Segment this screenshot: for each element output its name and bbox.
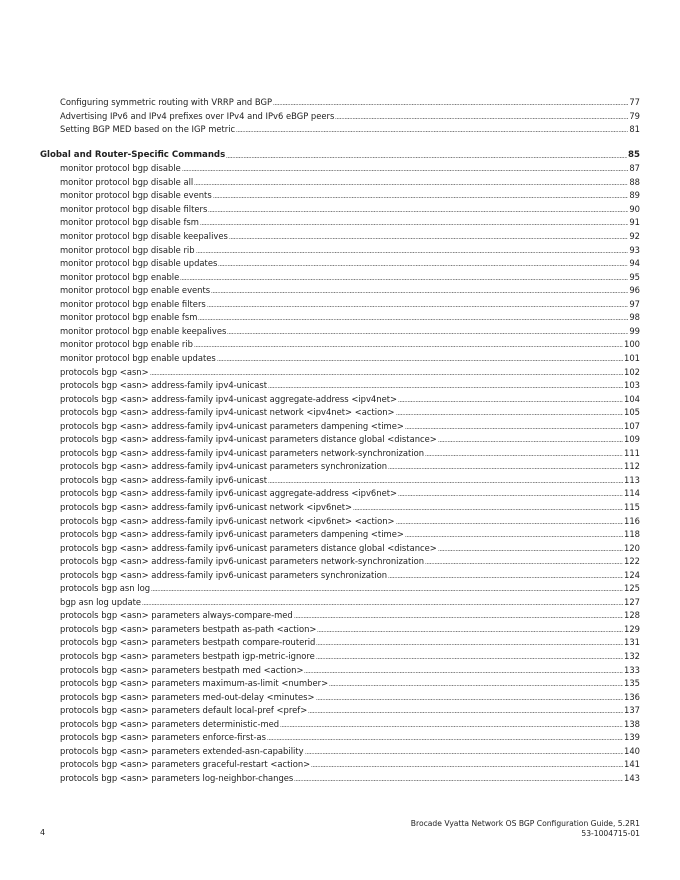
footer-guide-title: Brocade Vyatta Network OS BGP Configuration Guide, 5.2R1 (410, 819, 640, 828)
toc-entry-page: 140 (624, 745, 640, 756)
toc-entry[interactable] (60, 663, 640, 676)
toc-entry[interactable] (60, 568, 640, 581)
toc-entry[interactable] (60, 649, 640, 662)
dot-leader (425, 454, 623, 457)
toc-entry-title: Setting BGP MED based on the IGP metric (60, 124, 236, 135)
toc-entry-title: protocols bgp <asn> (60, 366, 149, 377)
toc-entry-page: 105 (624, 407, 640, 418)
toc-entry[interactable] (60, 500, 640, 513)
toc-entry-page: 91 (629, 217, 640, 228)
toc-entry-title: monitor protocol bgp disable rib (60, 244, 195, 255)
toc-entry-page: 104 (624, 393, 640, 404)
dot-leader (398, 400, 623, 403)
toc-entry-page: 99 (629, 325, 640, 336)
toc-entry-title: protocols bgp <asn> parameters deterministic-med (60, 718, 280, 729)
toc-entry[interactable] (60, 541, 640, 554)
toc-entry-page: 133 (624, 664, 640, 675)
dot-leader (207, 305, 629, 308)
toc-entry-title: protocols bgp <asn> address-family ipv4-unicast parameters network-synchronization (60, 447, 425, 458)
toc-entry[interactable] (60, 744, 640, 757)
toc-entry[interactable] (60, 109, 640, 122)
toc-entry[interactable] (60, 283, 640, 296)
dot-leader (268, 386, 623, 389)
dot-leader (236, 130, 628, 133)
toc-entry-title: monitor protocol bgp disable all (60, 176, 194, 187)
toc-entry[interactable] (60, 243, 640, 256)
toc-entry[interactable] (60, 297, 640, 310)
toc-entry-page: 120 (624, 542, 640, 553)
dot-leader (150, 373, 623, 376)
dot-leader (316, 643, 623, 646)
toc-entry-page: 136 (624, 691, 640, 702)
toc-entry[interactable] (60, 122, 640, 135)
toc-entry-page: 96 (629, 285, 640, 296)
toc-entry-title: monitor protocol bgp disable updates (60, 258, 218, 269)
toc-entry-page: 90 (629, 203, 640, 214)
toc-entry-title: protocols bgp <asn> parameters med-out-delay <minutes> (60, 691, 315, 702)
toc-entry-page: 131 (624, 637, 640, 648)
toc-entry-page: 85 (628, 149, 640, 160)
dot-leader (405, 535, 623, 538)
toc-entry[interactable] (60, 229, 640, 242)
toc-entry-page: 102 (624, 366, 640, 377)
dot-leader (182, 169, 629, 172)
toc-entry-title: protocols bgp <asn> parameters enforce-first-as (60, 732, 266, 743)
toc-entry[interactable] (60, 676, 640, 689)
dot-leader (317, 630, 623, 633)
toc-entry-page: 87 (629, 163, 640, 174)
toc-entry-page: 97 (629, 298, 640, 309)
toc-entry-title: protocols bgp <asn> parameters bestpath as-path <action> (60, 623, 317, 634)
toc-entry[interactable] (60, 256, 640, 269)
toc-entry[interactable] (60, 161, 640, 174)
toc-entry-page: 138 (624, 718, 640, 729)
toc-entry-title: monitor protocol bgp disable (60, 163, 181, 174)
toc-entry-title: protocols bgp <asn> address-family ipv6-unicast parameters synchronization (60, 569, 388, 580)
dot-leader (294, 616, 623, 619)
toc-entry-page: 132 (624, 651, 640, 661)
dot-leader (388, 467, 623, 470)
toc-entry[interactable] (60, 419, 640, 432)
toc-entry-title: monitor protocol bgp disable fsm (60, 217, 199, 228)
toc-entry[interactable] (60, 703, 640, 716)
toc-entry[interactable] (60, 554, 640, 567)
dot-leader (229, 237, 628, 240)
toc-entry[interactable] (60, 730, 640, 743)
dot-leader (267, 738, 623, 741)
toc-entry[interactable] (60, 514, 640, 527)
dot-leader (398, 494, 623, 497)
dot-leader (208, 210, 628, 213)
toc-entry[interactable] (60, 310, 640, 323)
dot-leader (227, 332, 628, 335)
dot-leader (353, 508, 623, 511)
toc-entry-title: protocols bgp <asn> address-family ipv6-unicast aggregate-address <ipv6net> (60, 488, 398, 499)
dot-leader (151, 589, 623, 592)
dot-leader (316, 657, 623, 660)
toc-entry-title: protocols bgp <asn> address-family ipv4-unicast (60, 380, 268, 390)
toc-entry[interactable] (60, 432, 640, 445)
toc-entry[interactable] (60, 595, 640, 608)
toc-entry-title: protocols bgp <asn> address-family ipv6-unicast network <ipv6net> (60, 502, 353, 512)
dot-leader (438, 440, 623, 443)
toc-entry-page: 115 (624, 502, 640, 512)
toc-entry[interactable] (60, 405, 640, 418)
toc-entry-title: monitor protocol bgp disable events (60, 190, 212, 201)
toc-entry[interactable] (60, 365, 640, 378)
toc-entry-title: protocols bgp <asn> parameters graceful-restart <action> (60, 759, 311, 770)
toc-entry-page: 109 (624, 434, 640, 445)
toc-entry-title: protocols bgp <asn> address-family ipv4-unicast network <ipv4net> <action> (60, 407, 395, 418)
dot-leader (311, 765, 623, 768)
toc-entry[interactable] (60, 527, 640, 540)
toc-entry-page: 114 (624, 488, 640, 499)
toc-entry-page: 89 (629, 190, 640, 201)
dot-leader (211, 291, 628, 294)
dot-leader (335, 117, 628, 120)
toc-entry[interactable] (60, 473, 640, 486)
toc-entry-title: protocols bgp <asn> address-family ipv6-unicast parameters dampening <time> (60, 529, 404, 540)
toc-entry-title: monitor protocol bgp enable fsm (60, 312, 198, 323)
toc-entry-title: protocols bgp <asn> parameters extended-asn-capability (60, 745, 304, 756)
toc-entry[interactable] (60, 95, 640, 108)
toc-entry-page: 94 (629, 258, 640, 269)
toc-entry-page: 122 (624, 556, 640, 567)
toc-entry-title: monitor protocol bgp enable events (60, 285, 211, 296)
toc-section-entry[interactable] (40, 148, 640, 161)
toc-entry-title: protocols bgp <asn> address-family ipv4-unicast aggregate-address <ipv4net> (60, 393, 398, 404)
toc-entry-page: 88 (629, 176, 640, 187)
dot-leader (438, 549, 623, 552)
toc-entry-title: monitor protocol bgp enable (60, 271, 180, 282)
dot-leader (194, 345, 623, 348)
toc-entry-page: 137 (624, 705, 640, 716)
toc-entry-title: monitor protocol bgp enable filters (60, 298, 206, 309)
dot-leader (308, 711, 623, 714)
dot-leader (180, 278, 628, 281)
dot-leader (316, 698, 623, 701)
dot-leader (405, 427, 623, 430)
dot-leader (396, 413, 623, 416)
toc-entry-page: 100 (624, 339, 640, 350)
footer-doc-number: 53-1004715-01 (581, 829, 640, 838)
toc-entry-page: 107 (624, 420, 640, 431)
footer-document-info (411, 819, 640, 839)
toc-entry-page: 124 (624, 569, 640, 580)
toc-entry-page: 143 (624, 772, 640, 783)
toc-entry-title: protocols bgp <asn> parameters maximum-as-limit <number> (60, 678, 329, 689)
toc-entry[interactable] (60, 486, 640, 499)
toc-entry-page: 111 (624, 447, 640, 458)
dot-leader (200, 223, 628, 226)
toc-entry[interactable] (60, 337, 640, 350)
toc-entry-page: 81 (629, 124, 640, 135)
dot-leader (388, 576, 623, 579)
toc-entry-page: 113 (624, 474, 640, 485)
toc-entry-title: protocols bgp <asn> parameters always-compare-med (60, 610, 293, 621)
dot-leader (304, 671, 623, 674)
toc-entry-title: protocols bgp <asn> parameters bestpath med <action> (60, 664, 304, 675)
toc-entry[interactable] (60, 351, 640, 364)
toc-entry-page: 103 (624, 380, 640, 390)
dot-leader (396, 522, 623, 525)
toc-entry-page: 128 (624, 610, 640, 621)
toc-entry[interactable] (60, 635, 640, 648)
toc-entry-page: 116 (624, 515, 640, 526)
toc-entry-title: monitor protocol bgp enable updates (60, 352, 216, 363)
toc-entry[interactable] (60, 215, 640, 228)
toc-entry[interactable] (60, 392, 640, 405)
toc-entry[interactable] (60, 378, 640, 391)
toc-entry-title: protocols bgp asn log (60, 583, 151, 594)
toc-entry-title: protocols bgp <asn> address-family ipv4-unicast parameters dampening <time> (60, 420, 404, 431)
toc-entry[interactable] (60, 757, 640, 770)
toc-entry-page: 141 (624, 759, 640, 770)
page-number: 4 (40, 828, 46, 837)
toc-entry-title: monitor protocol bgp enable rib (60, 339, 194, 350)
toc-entry-page: 98 (629, 312, 640, 323)
dot-leader (268, 481, 623, 484)
dot-leader (196, 251, 629, 254)
toc-entry-title: protocols bgp <asn> parameters bestpath igp-metric-ignore (60, 651, 315, 661)
toc-entry[interactable] (60, 270, 640, 283)
toc-entry-title: Global and Router-Specific Commands (40, 149, 226, 160)
toc-entry-title: protocols bgp <asn> parameters log-neighbor-changes (60, 772, 294, 783)
toc-entry[interactable] (60, 188, 640, 201)
toc-entry[interactable] (60, 622, 640, 635)
toc-entry-title: Configuring symmetric routing with VRRP and BGP (60, 97, 272, 107)
toc-entry-title: bgp asn log update (60, 596, 142, 607)
dot-leader (226, 156, 627, 159)
toc-entry-page: 79 (629, 110, 640, 121)
toc-entry[interactable] (60, 324, 640, 337)
toc-entry-page: 118 (624, 529, 640, 540)
dot-leader (305, 752, 623, 755)
toc-entry-title: protocols bgp <asn> parameters default local-pref <pref> (60, 705, 308, 716)
toc-entry-title: protocols bgp <asn> address-family ipv6-unicast (60, 474, 268, 485)
toc-entry-page: 92 (629, 231, 640, 241)
toc-entry-title: monitor protocol bgp disable keepalives (60, 231, 228, 241)
toc-entry-page: 129 (624, 623, 640, 634)
toc-entry[interactable] (60, 581, 640, 594)
dot-leader (329, 684, 623, 687)
dot-leader (294, 779, 623, 782)
dot-leader (213, 196, 629, 199)
dot-leader (273, 103, 628, 106)
toc-entry-title: monitor protocol bgp enable keepalives (60, 325, 227, 336)
toc-entry[interactable] (60, 608, 640, 621)
toc-entry-title: protocols bgp <asn> address-family ipv6-unicast parameters distance global <distance> (60, 542, 437, 553)
dot-leader (198, 318, 628, 321)
toc-entry[interactable] (60, 202, 640, 215)
dot-leader (217, 359, 623, 362)
toc-entry-page: 127 (624, 596, 640, 607)
toc-entry-page: 93 (629, 244, 640, 255)
dot-leader (142, 603, 623, 606)
toc-entry-title: protocols bgp <asn> parameters bestpath compare-routerid (60, 637, 316, 648)
toc-entry-title: protocols bgp <asn> address-family ipv6-unicast network <ipv6net> <action> (60, 515, 395, 526)
toc-entry-title: protocols bgp <asn> address-family ipv4-unicast parameters distance global <distance> (60, 434, 437, 445)
toc-entry-title: Advertising IPv6 and IPv4 prefixes over IPv4 and IPv6 eBGP peers (60, 110, 335, 121)
toc-entry[interactable] (60, 717, 640, 730)
dot-leader (218, 264, 628, 267)
toc-entry-title: monitor protocol bgp disable filters (60, 203, 208, 214)
dot-leader (280, 725, 623, 728)
toc-entry-page: 95 (629, 271, 640, 282)
toc-entry-page: 112 (624, 461, 640, 472)
toc-entry-page: 135 (624, 678, 640, 689)
toc-entry[interactable] (60, 771, 640, 784)
toc-entry[interactable] (60, 459, 640, 472)
toc-entry-page: 101 (624, 352, 640, 363)
dot-leader (194, 183, 628, 186)
toc-entry-title: protocols bgp <asn> address-family ipv4-unicast parameters synchronization (60, 461, 388, 472)
toc-entry-page: 139 (624, 732, 640, 743)
toc-entry-page: 77 (629, 97, 640, 107)
toc-entry[interactable] (60, 446, 640, 459)
toc-entry[interactable] (60, 175, 640, 188)
toc-entry-page: 125 (624, 583, 640, 594)
toc-entry[interactable] (60, 690, 640, 703)
dot-leader (425, 562, 623, 565)
toc-entry-title: protocols bgp <asn> address-family ipv6-unicast parameters network-synchronization (60, 556, 425, 567)
